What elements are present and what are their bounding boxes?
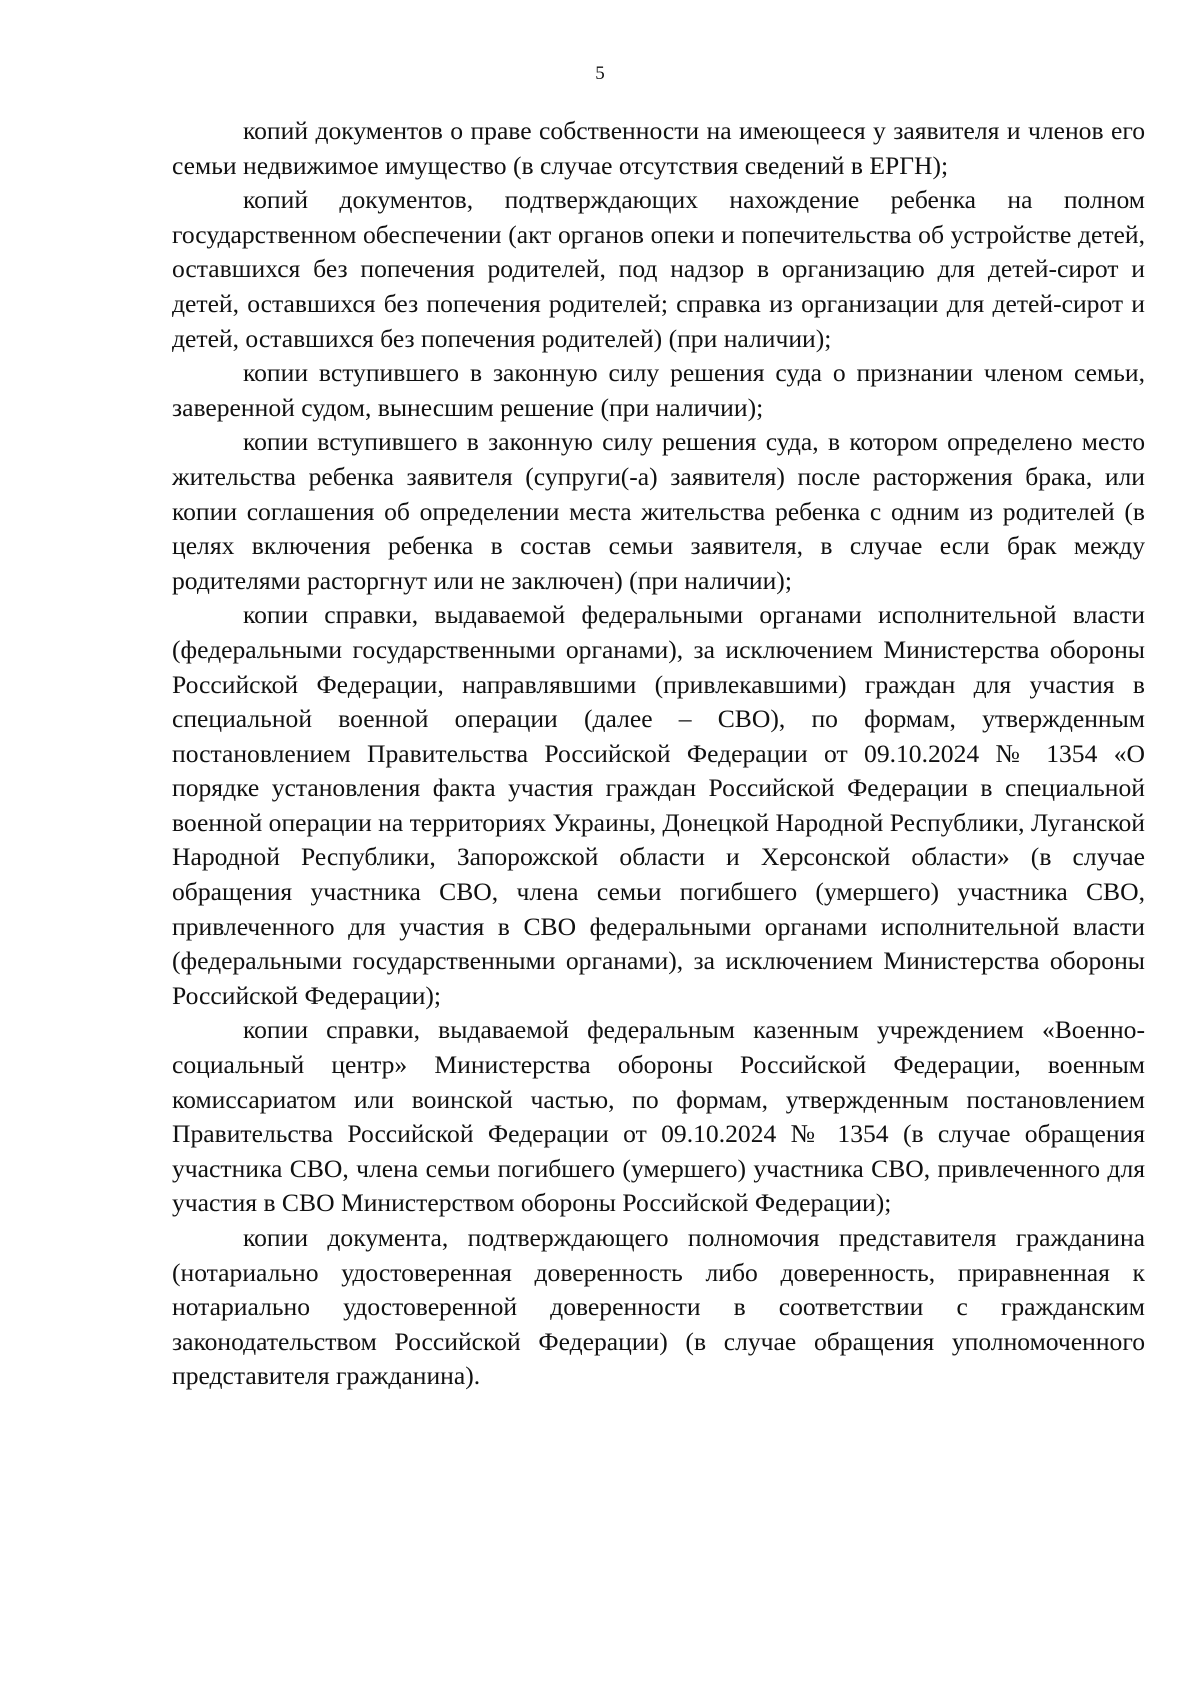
paragraph-property-documents: копий документов о праве собственности на имеющееся у заявителя и членов его семьи недвижимое имущество (в случае отсутствия сведений в ЕРГН);: [172, 116, 1145, 180]
paragraph-defense-ministry-certificate: копии справки, выдаваемой федеральным казенным учреждением «Военно-социальный центр» Министерства обороны Российской Федерации, военным комиссариатом или воинской частью, по формам, утвержденным постановлением Правительства Российской Федерации от 09.10.2024 № 1354 (в случае обращения участника СВО, члена семьи погибшего (умершего) участника СВО, привлеченного для участия в СВО Министерством обороны Российской Федерации);: [172, 1015, 1145, 1218]
paragraph-state-support-documents: копий документов, подтверждающих нахождение ребенка на полном государственном обеспечении (акт органов опеки и попечительства об устройстве детей, оставшихся без попечения родителей, под надзор в организацию для детей-сирот и детей, оставшихся без попечения родителей; справка из организации для детей-сирот и детей, оставшихся без попечения родителей) (при наличии);: [172, 185, 1145, 353]
paragraph-court-family-member: копии вступившего в законную силу решения суда о признании членом семьи, заверенной судом, вынесшим решение (при наличии);: [172, 358, 1145, 422]
paragraph-representative-authority: копии документа, подтверждающего полномочия представителя гражданина (нотариально удостоверенная доверенность либо доверенность, приравненная к нотариально удостоверенной доверенности в соответствии с гражданским законодательством Российской Федерации) (в случае обращения уполномоченного представителя гражданина).: [172, 1223, 1145, 1391]
document-body: [172, 114, 1145, 1394]
paragraph-federal-bodies-certificate: копии справки, выдаваемой федеральными органами исполнительной власти (федеральными государственными органами), за исключением Министерства обороны Российской Федерации, направлявшими (привлекавшими) граждан для участия в специальной военной операции (далее – СВО), по формам, утвержденным постановлением Правительства Российской Федерации от 09.10.2024 № 1354 «О порядке установления факта участия граждан Российской Федерации в специальной военной операции на территориях Украины, Донецкой Народной Республики, Луганской Народной Республики, Запорожской области и Херсонской области» (в случае обращения участника СВО, члена семьи погибшего (умершего) участника СВО, привлеченного для участия в СВО федеральными органами исполнительной власти (федеральными государственными органами), за исключением Министерства обороны Российской Федерации);: [172, 600, 1145, 1010]
paragraph-court-child-residence: копии вступившего в законную силу решения суда, в котором определено место жительства ребенка заявителя (супруги(-а) заявителя) после расторжения брака, или копии соглашения об определении места жительства ребенка с одним из родителей (в целях включения ребенка в состав семьи заявителя, в случае если брак между родителями расторгнут или не заключен) (при наличии);: [172, 427, 1145, 595]
page-number: 5: [595, 63, 605, 84]
